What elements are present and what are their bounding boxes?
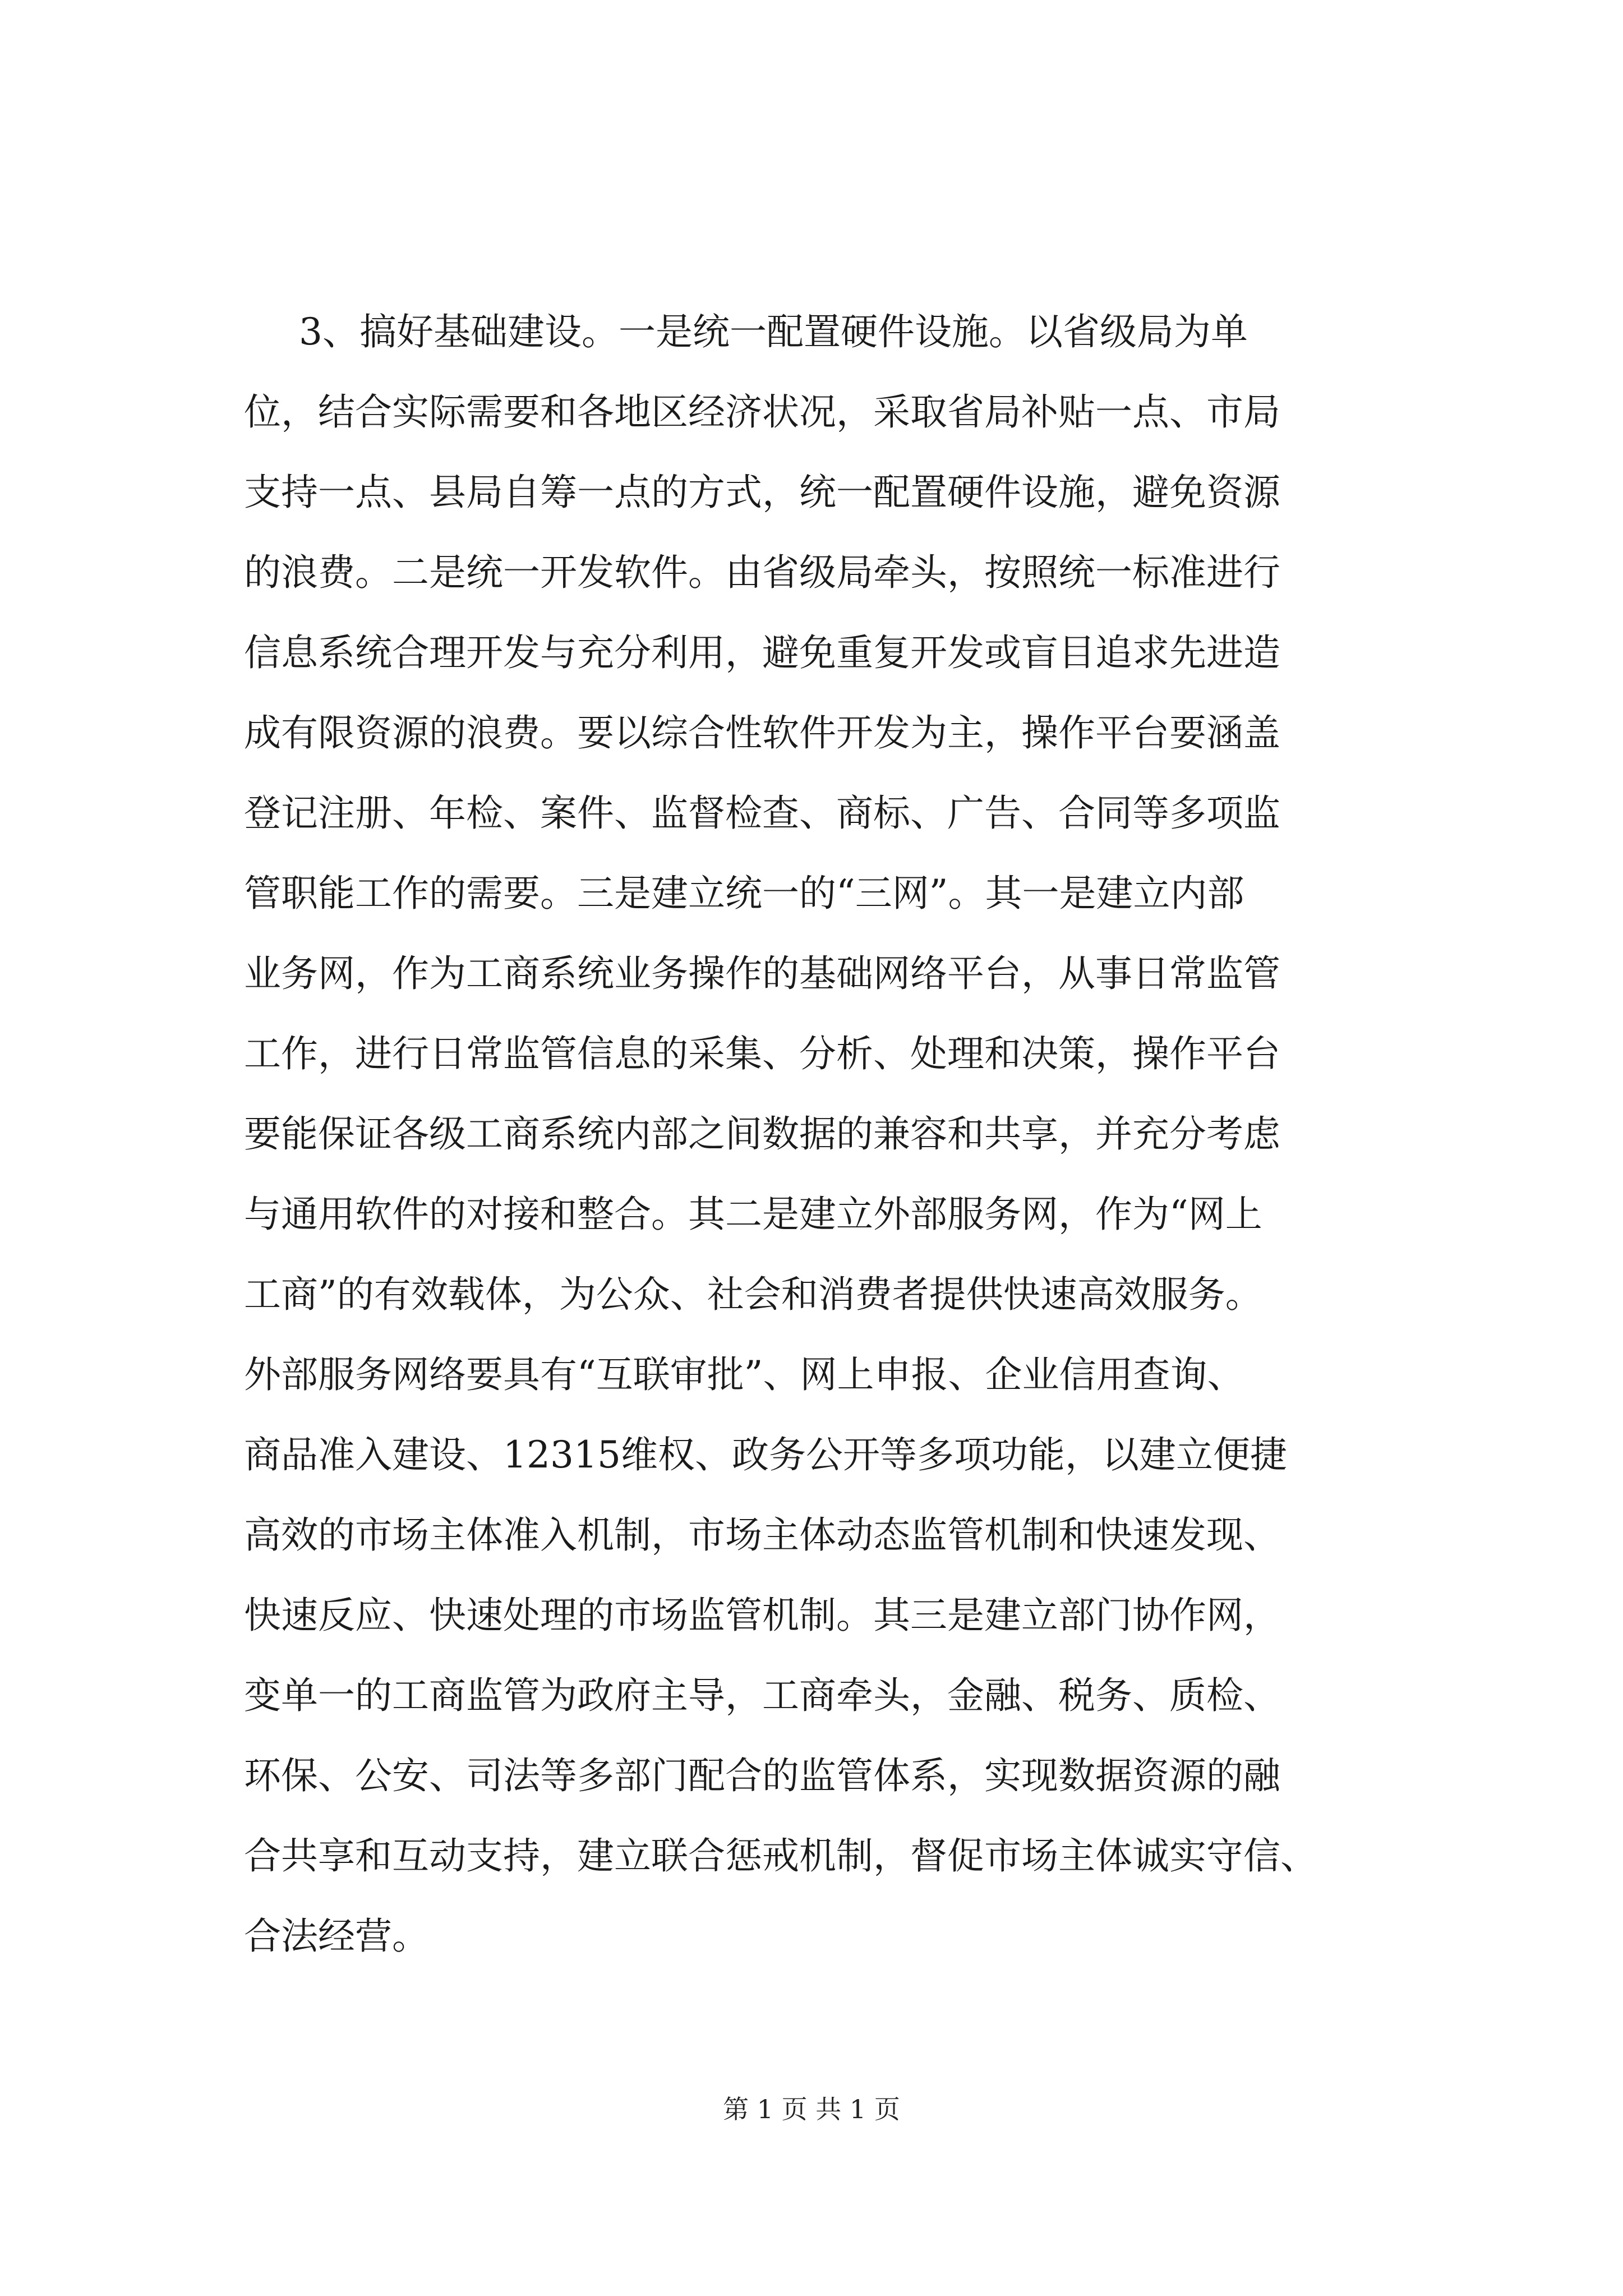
paragraph-line: 工作，进行日常监管信息的采集、分析、处理和决策，操作平台 xyxy=(244,1032,1280,1075)
paragraph-line: 3、搞好基础建设。一是统一配置硬件设施。以省级局为单 xyxy=(299,310,1248,353)
paragraph-line: 与通用软件的对接和整合。其二是建立外部服务网，作为“网上 xyxy=(244,1193,1262,1236)
paragraph-line: 管职能工作的需要。三是建立统一的“三网”。其一是建立内部 xyxy=(244,872,1244,915)
paragraph-line: 要能保证各级工商系统内部之间数据的兼容和共享，并充分考虑 xyxy=(244,1112,1280,1156)
paragraph-line: 工商”的有效载体，为公众、社会和消费者提供快速高效服务。 xyxy=(244,1273,1262,1316)
body-paragraph xyxy=(244,292,1410,1976)
paragraph-line: 变单一的工商监管为政府主导，工商牵头，金融、税务、质检、 xyxy=(244,1674,1280,1717)
paragraph-line: 高效的市场主体准入机制，市场主体动态监管机制和快速发现、 xyxy=(244,1513,1280,1557)
paragraph-line: 环保、公安、司法等多部门配合的监管体系，实现数据资源的融 xyxy=(244,1754,1280,1797)
paragraph-line: 信息系统合理开发与充分利用，避免重复开发或盲目追求先进造 xyxy=(244,631,1280,674)
paragraph-line: 合法经营。 xyxy=(244,1915,429,1958)
paragraph-line: 登记注册、年检、案件、监督检查、商标、广告、合同等多项监 xyxy=(244,792,1280,835)
paragraph-line: 位，结合实际需要和各地区经济状况，采取省局补贴一点、市局 xyxy=(244,390,1280,434)
paragraph-line: 的浪费。二是统一开发软件。由省级局牵头，按照统一标准进行 xyxy=(244,551,1280,594)
paragraph-line: 快速反应、快速处理的市场监管机制。其三是建立部门协作网， xyxy=(244,1594,1280,1637)
paragraph-line: 业务网，作为工商系统业务操作的基础网络平台，从事日常监管 xyxy=(244,952,1280,995)
paragraph-line: 成有限资源的浪费。要以综合性软件开发为主，操作平台要涵盖 xyxy=(244,711,1280,754)
paragraph-line: 支持一点、县局自筹一点的方式，统一配置硬件设施，避免资源 xyxy=(244,471,1280,514)
paragraph-line: 商品准入建设、12315维权、政务公开等多项功能，以建立便捷 xyxy=(244,1433,1287,1476)
paragraph-line: 合共享和互动支持，建立联合惩戒机制，督促市场主体诚实守信、 xyxy=(244,1834,1317,1878)
paragraph-line: 外部服务网络要具有“互联审批”、网上申报、企业信用查询、 xyxy=(244,1353,1244,1396)
page-footer: 第 1 页 共 1 页 xyxy=(723,2094,900,2124)
